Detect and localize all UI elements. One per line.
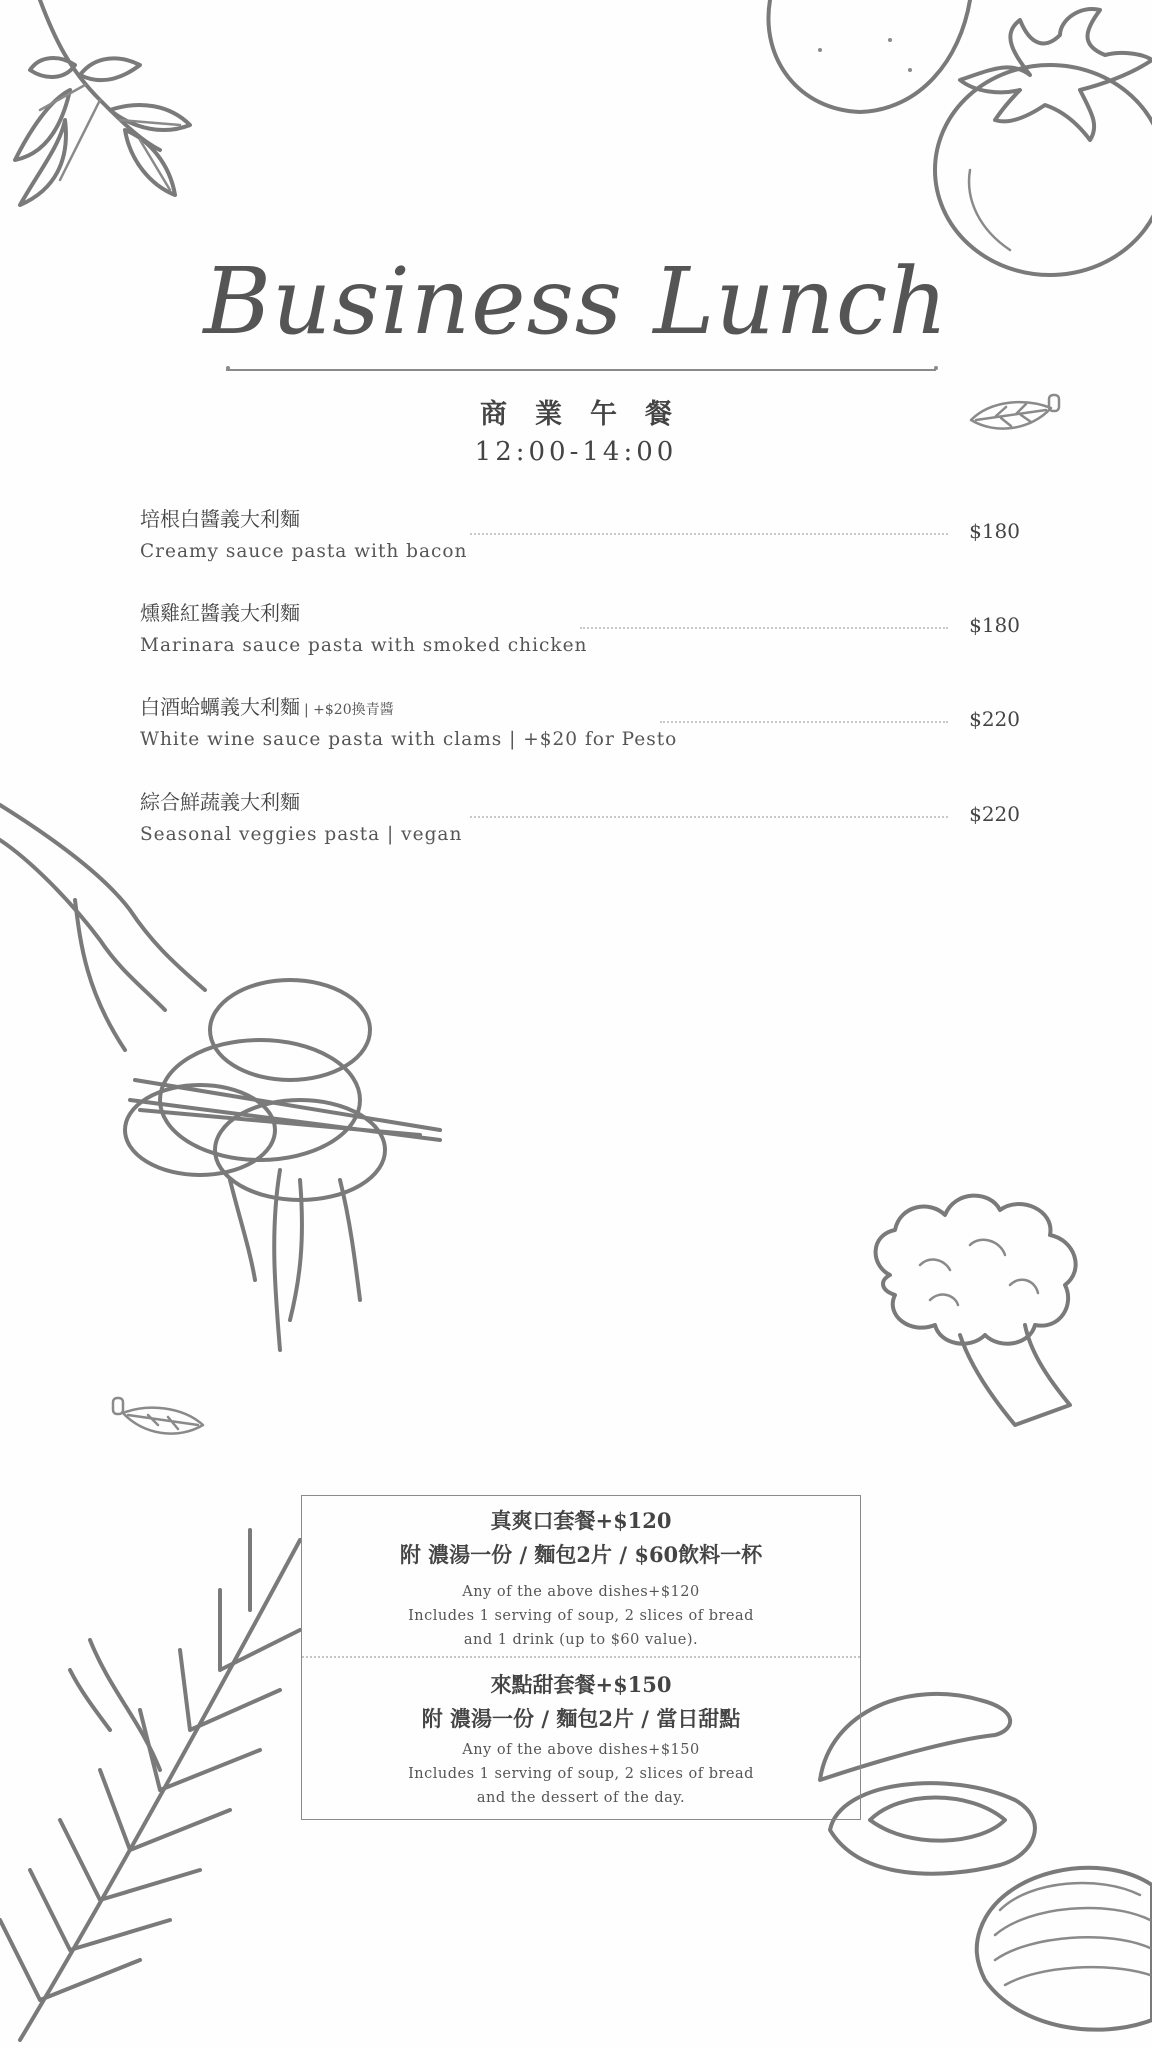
item-price: $180 [969, 613, 1020, 637]
set-desc-line: Any of the above dishes+$120 [462, 1584, 700, 1600]
page-title: Business Lunch [203, 248, 949, 355]
item-name-en: White wine sauce pasta with clams | +$20 for Pesto [140, 729, 678, 750]
service-hours: 12:00-14:00 [474, 437, 678, 467]
set-includes-zh: 附 濃湯一份 / 麵包2片 / 當日甜點 [421, 1706, 741, 1731]
dot-leader [660, 721, 948, 723]
set-desc-line: Any of the above dishes+$150 [462, 1742, 700, 1758]
set-divider [302, 1656, 860, 1658]
item-price: $220 [969, 802, 1020, 826]
parsley-icon [0, 0, 260, 230]
rule-dot-right [934, 366, 938, 370]
item-note-zh: | +$20換青醬 [304, 702, 394, 718]
set-includes-zh: 附 濃湯一份 / 麵包2片 / $60飲料一杯 [399, 1542, 763, 1567]
menu-item [140, 786, 1020, 866]
set-desc-line: Includes 1 serving of soup, 2 slices of bread [408, 1608, 754, 1624]
set-desc-line: and 1 drink (up to $60 value). [463, 1632, 699, 1648]
item-name-en: Seasonal veggies pasta | vegan [140, 824, 463, 845]
subtitle: 商業午餐 [480, 399, 700, 430]
item-name-zh: 綜合鮮蔬義大利麵 [140, 790, 300, 814]
rosemary-icon [0, 1520, 330, 2048]
dot-leader [470, 816, 948, 818]
item-name-en: Marinara sauce pasta with smoked chicken [140, 635, 588, 656]
tomato-icon [760, 0, 1152, 290]
item-name-en: Creamy sauce pasta with bacon [140, 541, 468, 562]
item-price: $180 [969, 519, 1020, 543]
set-desc-line: Includes 1 serving of soup, 2 slices of bread [408, 1766, 754, 1782]
menu-item [140, 691, 1020, 771]
dot-leader [580, 627, 948, 629]
leaf-icon [108, 1395, 208, 1445]
menu-item [140, 503, 1020, 583]
set-desc-line: and the dessert of the day. [476, 1790, 686, 1806]
set-title: 來點甜套餐+$150 [490, 1672, 672, 1697]
dot-leader [470, 533, 948, 535]
item-name-zh: 燻雞紅醬義大利麵 [140, 601, 300, 625]
set-option [302, 1668, 860, 1810]
set-option [302, 1504, 860, 1652]
item-name-zh [140, 691, 394, 720]
title-divider [226, 369, 936, 371]
item-price: $220 [969, 707, 1020, 731]
set-menu-box [301, 1495, 861, 1820]
menu-item [140, 597, 1020, 677]
item-name-zh-text: 白酒蛤蠣義大利麵 [140, 695, 300, 719]
set-title: 真爽口套餐+$120 [490, 1508, 672, 1533]
item-name-zh: 培根白醬義大利麵 [140, 507, 300, 531]
fork-pasta-icon [0, 800, 463, 1360]
broccoli-icon [860, 1175, 1100, 1435]
